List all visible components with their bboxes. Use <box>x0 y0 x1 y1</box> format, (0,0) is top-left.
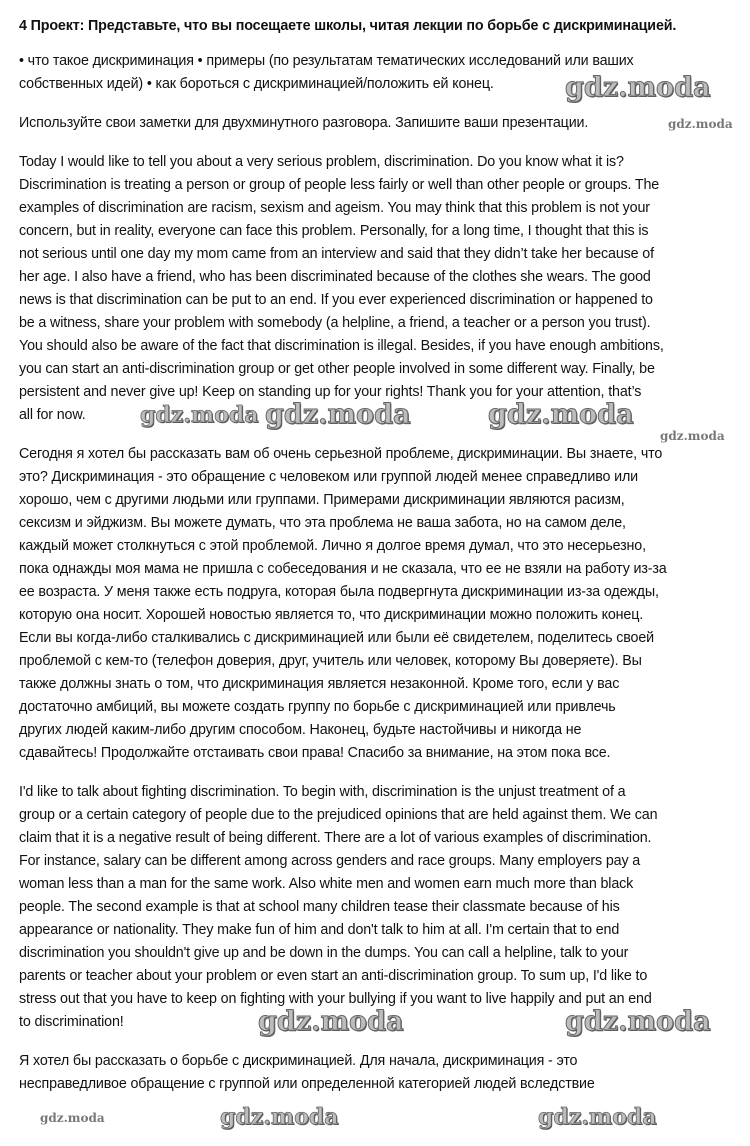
paragraph-line: I'd like to talk about fighting discrimination. To begin with, discrimination is the unjust treatment of a <box>19 784 626 800</box>
paragraph-line: woman less than a man for the same work. Also white men and women earn much more than black <box>19 876 634 892</box>
paragraph-line: stress out that you have to keep on fighting with your bullying if you want to live happily and put an end <box>19 991 652 1007</box>
paragraph-line: других людей каким-либо другим способом. Наконец, будьте настойчивы и никогда не <box>19 722 582 738</box>
bullet-line: • что такое дискриминация • примеры (по результатам тематических исследований или ваших <box>19 53 634 69</box>
paragraph-line: ее возраста. У меня также есть подруга, которая была подвергнута дискриминации из-за одежды, <box>19 584 659 600</box>
paragraph-line: это? Дискриминация - это обращение с человеком или группой людей менее справедливо или <box>19 469 638 485</box>
paragraph-line: каждый может столкнуться с этой проблемой. Лично я долгое время думал, что это несерьезно, <box>19 538 646 554</box>
paragraph-line: сексизм и эйджизм. Вы можете думать, что эта проблема не ваша забота, но на самом деле, <box>19 515 626 531</box>
paragraph-line: claim that it is a negative result of being different. There are a lot of various examples of discrimination. <box>19 830 652 846</box>
task-title: 4 Проект: Представьте, что вы посещаете школы, читая лекции по борьбе с дискриминацией. <box>19 18 677 34</box>
paragraph-line: которую она носит. Хорошей новостью является то, что дискриминации можно положить конец. <box>19 607 644 623</box>
paragraph-line: достаточно амбиций, вы можете создать группу по борьбе с дискриминацией или привлечь <box>19 699 616 715</box>
document-page <box>19 15 744 1112</box>
watermark: gdz.moda <box>668 117 733 131</box>
watermark: gdz.moda <box>565 72 711 103</box>
paragraph-line: group or a certain category of people due to the prejudiced opinions that are held against them. We can <box>19 807 658 823</box>
paragraph-line: пока однажды моя мама не пришла с собеседования и не сказала, что ее не взяли на работу из-за <box>19 561 667 577</box>
paragraph-line: Если вы когда-либо сталкивались с дискриминацией или были её свидетелем, поделитесь своей <box>19 630 654 646</box>
paragraph-line: также должны знать о том, что дискриминация является незаконной. Кроме того, если у вас <box>19 676 620 692</box>
watermark: gdz.moda <box>220 1104 339 1130</box>
text-paragraph <box>19 151 744 430</box>
text-paragraph <box>19 443 744 765</box>
watermark: gdz.moda <box>140 402 259 428</box>
paragraph-line: проблемой с кем-то (телефон доверия, друг, учитель или человек, которому Вы доверяете). Вы <box>19 653 642 669</box>
paragraph-line: examples of discrimination are racism, sexism and ageism. You may think that this problem is not your <box>19 200 650 216</box>
watermark: gdz.moda <box>660 429 725 443</box>
text-paragraph <box>19 781 744 1037</box>
paragraph-line: несправедливое обращение с группой или определенной категорией людей вследствие <box>19 1076 595 1092</box>
instruction-line: Используйте свои заметки для двухминутного разговора. Запишите ваши презентации. <box>19 115 589 131</box>
paragraph-line: be a witness, share your problem with somebody (a helpline, a friend, a teacher or a person you trust). <box>19 315 651 331</box>
paragraph-line: people. The second example is that at school many children tease their classmate because of his <box>19 899 620 915</box>
text-paragraph <box>19 1050 744 1096</box>
paragraph-line: persistent and never give up! Keep on standing up for your rights! Thank you for your attention, that’s <box>19 384 642 400</box>
paragraph-line: сдавайтесь! Продолжайте отстаивать свои права! Спасибо за внимание, на этом пока все. <box>19 745 611 761</box>
paragraph-line: you can start an anti-discrimination group or get other people involved in some different way. Finally, be <box>19 361 655 377</box>
paragraph-line: concern, but in reality, everyone can face this problem. Personally, for a long time, I thought that this is <box>19 223 649 239</box>
paragraph-line: parents or teacher about your problem or even start an anti-discrimination group. To sum up, I'd like to <box>19 968 648 984</box>
watermark: gdz.moda <box>488 399 634 430</box>
paragraph-line: You should also be aware of the fact that discrimination is illegal. Besides, if you have enough ambitions, <box>19 338 664 354</box>
paragraph-line: discrimination you shouldn't give up and be down in the dumps. You can call a helpline, talk to your <box>19 945 629 961</box>
paragraph-line: all for now. <box>19 407 86 423</box>
paragraph-line: For instance, salary can be different among across genders and race groups. Many employers pay a <box>19 853 641 869</box>
paragraph-line: Я хотел бы рассказать о борьбе с дискриминацией. Для начала, дискриминация - это <box>19 1053 578 1069</box>
paragraph-line: Сегодня я хотел бы рассказать вам об очень серьезной проблеме, дискриминации. Вы знаете, что <box>19 446 663 462</box>
paragraph-line: Discrimination is treating a person or group of people less fairly or well than other people or groups. The <box>19 177 660 193</box>
watermark: gdz.moda <box>538 1104 657 1130</box>
paragraph-line: her age. I also have a friend, who has been discriminated because of the clothes she wears. The good <box>19 269 651 285</box>
watermark: gdz.moda <box>258 1006 404 1037</box>
bullet-line: собственных идей) • как бороться с дискриминацией/положить ей конец. <box>19 76 494 92</box>
paragraph-line: Today I would like to tell you about a very serious problem, discrimination. Do you know what it is? <box>19 154 624 170</box>
watermark: gdz.moda <box>40 1111 105 1125</box>
paragraph-line: news is that discrimination can be put to an end. If you ever experienced discrimination or happened to <box>19 292 653 308</box>
paragraph-line: not serious until one day my mom came from an interview and said that they didn’t take her because of <box>19 246 654 262</box>
paragraph-line: хорошо, чем с другими людьми или группами. Примерами дискриминации являются расизм, <box>19 492 625 508</box>
watermark: gdz.moda <box>265 399 411 430</box>
paragraph-line: appearance or nationality. They make fun of him and don't talk to him at all. I'm certain that to end <box>19 922 620 938</box>
task-instruction <box>19 112 744 135</box>
paragraph-line: to discrimination! <box>19 1014 124 1030</box>
watermark: gdz.moda <box>565 1006 711 1037</box>
